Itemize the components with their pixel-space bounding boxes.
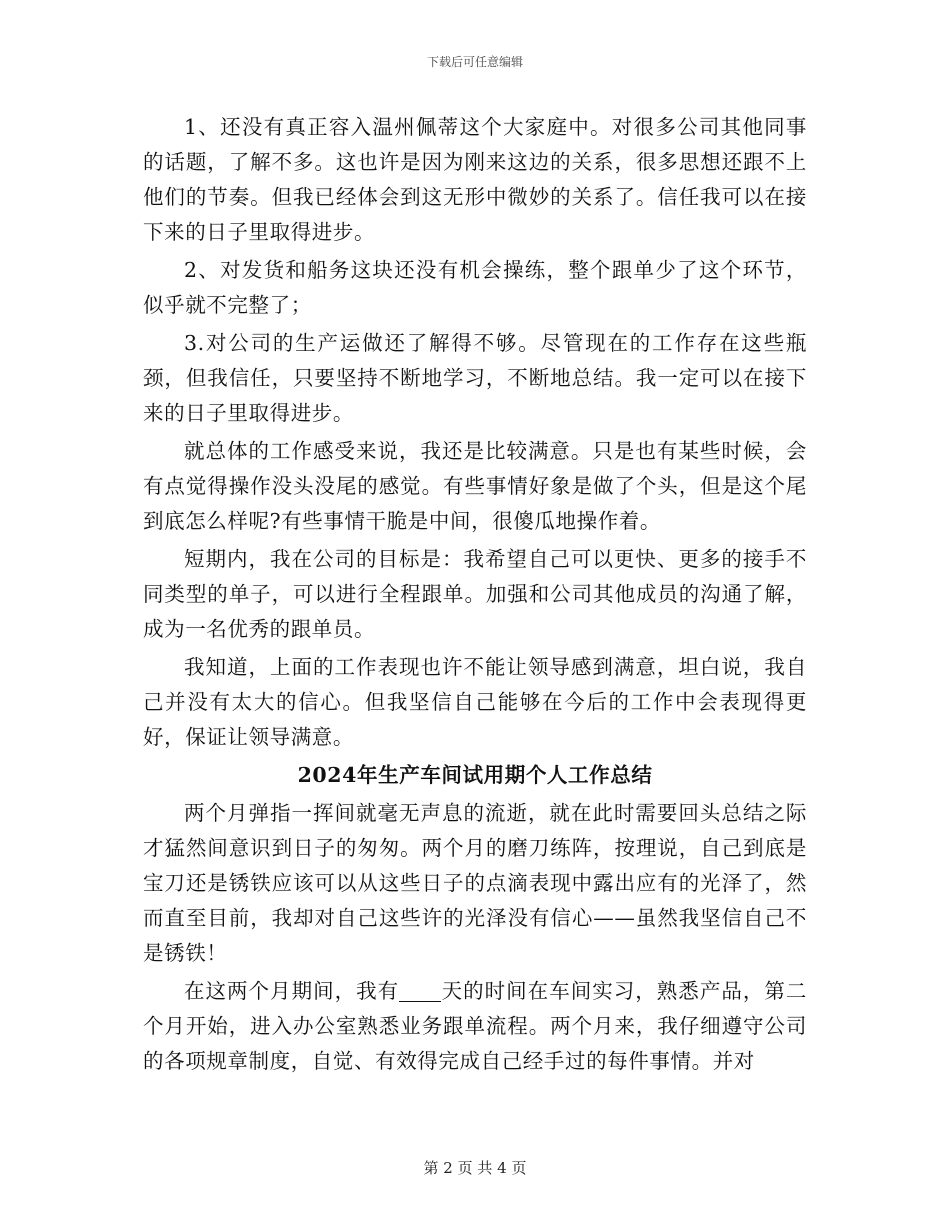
paragraph-text-after-blank: 天的时间在车间实习，熟悉产品，第二个月开始，进入办公室熟悉业务跟单流程。两个月来，我仔细遵守公司的各项规章制度，自觉、有效得完成自己经手过的每件事情。并对 xyxy=(143,979,807,1073)
paragraph-4: 就总体的工作感受来说，我还是比较满意。只是也有某些时候，会有点觉得操作没头没尾的感觉。有些事情好象是做了个头，但是这个尾到底怎么样呢?有些事情干脆是中间，很傻瓜地操作着。 xyxy=(143,439,807,533)
section-paragraph-1: 两个月弹指一挥间就毫无声息的流逝，就在此时需要回头总结之际才猛然间意识到日子的匆匆。两个月的磨刀练阵，按理说，自己到底是宝刀还是锈铁应该可以从这些日子的点滴表现中露出应有的光泽了，然而直至目前，我却对自己这些许的光泽没有信心——虽然我坚信自己不是锈铁！ xyxy=(143,801,807,965)
paragraph-text-before-blank: 在这两个月期间，我有 xyxy=(184,979,400,1003)
paragraph-2: 2、对发货和船务这块还没有机会操练，整个跟单少了这个环节，似乎就不完整了； xyxy=(143,258,807,317)
fill-in-blank xyxy=(399,979,441,1002)
page-header: 下载后可任意编辑 xyxy=(426,55,523,69)
paragraph-5: 短期内，我在公司的目标是：我希望自己可以更快、更多的接手不同类型的单子，可以进行全程跟单。加强和公司其他成员的沟通了解，成为一名优秀的跟单员。 xyxy=(143,547,807,641)
paragraph-6: 我知道，上面的工作表现也许不能让领导感到满意，坦白说，我自己并没有太大的信心。但我坚信自己能够在今后的工作中会表现得更好，保证让领导满意。 xyxy=(143,655,807,749)
document-body xyxy=(143,110,807,1082)
page-number: 第 2 页 共 4 页 xyxy=(423,1159,527,1177)
paragraph-1: 1、还没有真正容入温州佩蒂这个大家庭中。对很多公司其他同事的话题，了解不多。这也许是因为刚来这边的关系，很多思想还跟不上他们的节奏。但我已经体会到这无形中微妙的关系了。信任我可以在接下来的日子里取得进步。 xyxy=(143,115,807,244)
section-title: 2024年生产车间试用期个人工作总结 xyxy=(297,763,653,787)
paragraph-3: 3.对公司的生产运做还了解得不够。尽管现在的工作存在这些瓶颈，但我信任，只要坚持不断地学习，不断地总结。我一定可以在接下来的日子里取得进步。 xyxy=(143,331,807,425)
section-paragraph-2 xyxy=(143,974,807,1082)
